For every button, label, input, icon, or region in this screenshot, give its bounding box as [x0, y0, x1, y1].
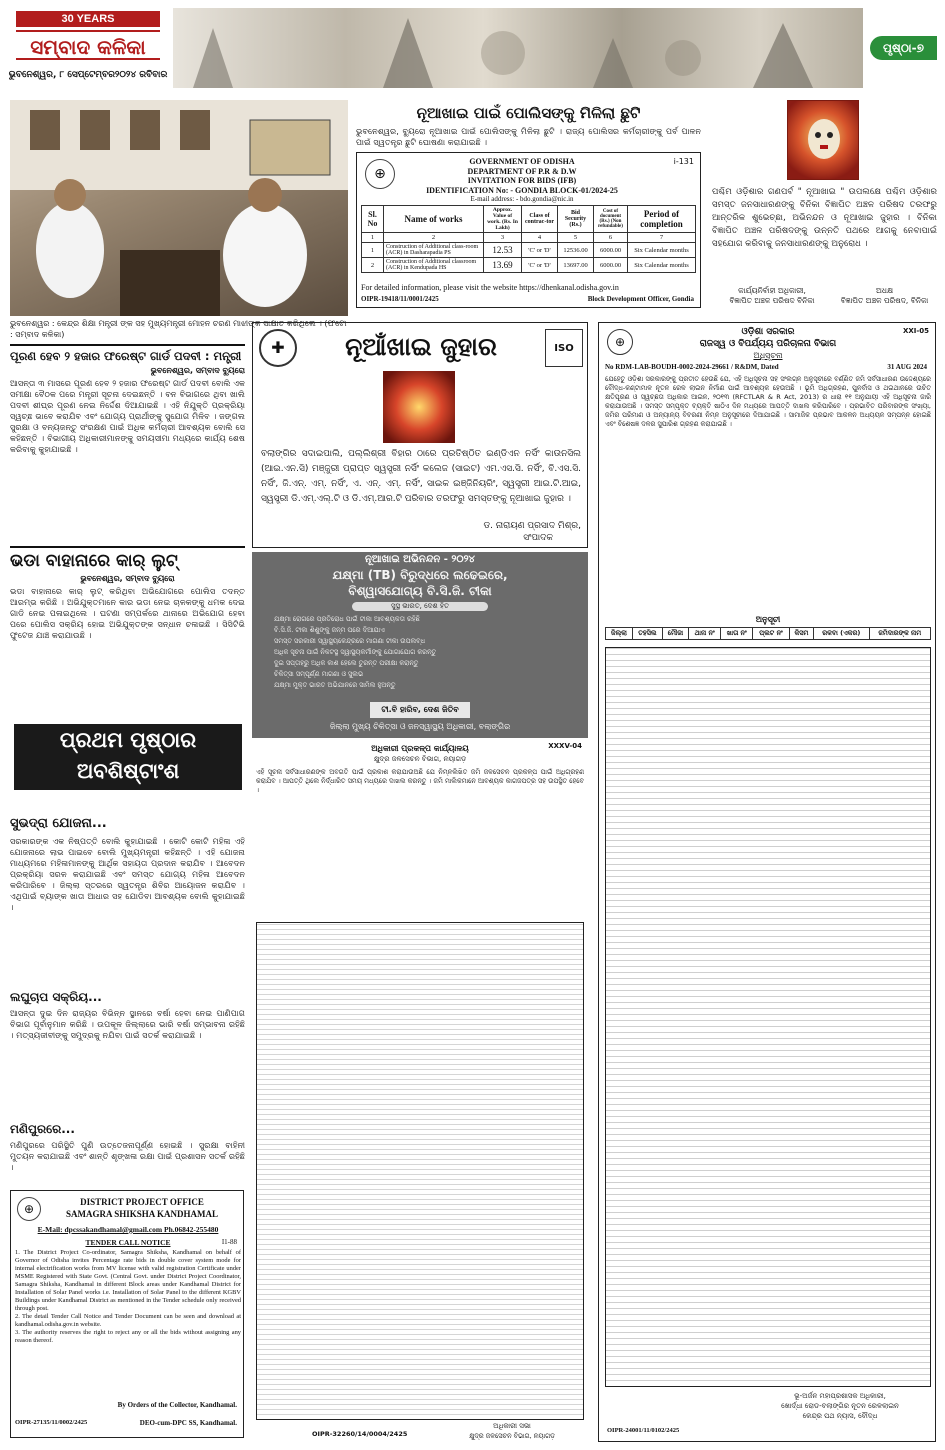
sig-right-line2: ବିଜ୍ଞାପିତ ଅଞ୍ଚଳ ପରିଷଦ, ବିନିକା: [840, 296, 929, 305]
notice3-sign: [749, 1391, 931, 1421]
photo-caption: ଭୁବନେଶ୍ୱର : କେନ୍ଦ୍ର ଶିକ୍ଷା ମନ୍ତ୍ରୀ ଙ୍କ ସହ ମୁଖ୍ୟମନ୍ତ୍ରୀ ମୋହନ ଚରଣ ମାଝୀଙ୍କ ସାକ୍ଷାତ କରିଥିଲେ । (ଫଟୋ : ସମ୍ବାଦ କଳିକା): [10, 319, 347, 339]
goddess-ad-title: [712, 184, 937, 185]
story6-headline: ମଣିପୁରରେ...: [10, 1122, 75, 1136]
continued-line2: ଅବଶିଷ୍ଟାଂଶ: [76, 759, 180, 783]
notice3-number: No RDM-LAB-BOUDH-0002-2024-29661 / R&DM, Dated: [605, 363, 779, 371]
tender1-colnum: 2: [384, 233, 484, 243]
continued-banner: [14, 724, 242, 790]
story2-headline: ପୂରଣ ହେବ ୨ ହଜାର ଫରେଷ୍ଟ ଗାର୍ଡ ପଦବୀ : ମନ୍ତ୍ରୀ: [10, 344, 245, 364]
list-item: ଚିକିତ୍ସା ସମ୍ପୂର୍ଣ୍ଣ ମାଗଣା ଓ ସୁଲଭ: [274, 670, 364, 678]
sig-left-line2: ବିଜ୍ଞାପିତ ଅଞ୍ଚଳ ପରିଷଦ ବିନିକା: [729, 296, 815, 305]
story3-headline: ଭଡା ବାହାନାରେ କାର୍ ଲୁଟ୍: [10, 546, 245, 572]
tender1-colnum: 5: [558, 233, 594, 243]
tender2-sign2: DEO-cum-DPC SS, Kandhamal.: [139, 1419, 237, 1427]
table-cell: 6000.00: [594, 258, 628, 273]
page-label: ପୃଷ୍ଠା-୭: [870, 36, 937, 60]
tender2-ref: I1-88: [221, 1238, 237, 1246]
notice2-sign1: ଅଧିକାରୀ ସଭା: [493, 1422, 531, 1430]
notice3-ref: XXI-05: [902, 327, 929, 335]
list-item: ଯକ୍ଷ୍ମା ରୋଗରେ ପ୍ରତିରୋଧ ପାଇଁ ଟୀକା ଆବଶ୍ୟକତା ରହିଛି: [274, 615, 420, 623]
tender1-colnum: 6: [594, 233, 628, 243]
story1-headline: ନୂଆଖାଇ ପାଇଁ ପୋଲିସଙ୍କୁ ମିଳିଲା ଛୁଟି: [416, 104, 641, 122]
notice3-sign2: ଖୋର୍ଦ୍ଧା ରୋଡ-ବଲାଙ୍ଗିର ନୂତନ ରେଳଲାଇନ: [781, 1402, 899, 1410]
tender2-item: 3. The authority reserves the right to reject any or all the bids without assigning any reason thereof.: [15, 1329, 241, 1344]
odisha-emblem-icon: ⊕: [17, 1197, 41, 1221]
greeting-signer: ଡ. ନାରାୟଣ ପ୍ରସାଦ ମିଶ୍ର,: [483, 521, 581, 531]
odisha-emblem-icon: ⊕: [365, 159, 395, 189]
table-cell: 13.69: [484, 258, 522, 273]
tender1-table: [361, 205, 696, 273]
meeting-photo-icon: [10, 100, 348, 316]
anniversary-badge: 30 YEARS: [16, 11, 160, 27]
tender1-line5: E-mail address: - bdo.gondia@nic.in: [470, 195, 574, 203]
masthead-logo-block: [8, 8, 168, 94]
table-cell: 13697.00: [558, 258, 594, 273]
kandhamal-tender-notice: [10, 1190, 244, 1438]
tender2-line1: DISTRICT PROJECT OFFICE: [80, 1197, 204, 1207]
schedule-header: ଜମିଦାରଙ୍କ ନାମ: [869, 628, 930, 640]
tender1-colnum: 4: [522, 233, 558, 243]
table-cell: 'C' or 'D': [522, 258, 558, 273]
story4-headline: ସୁଭଦ୍ରା ଯୋଜନା...: [10, 816, 107, 831]
schedule-header: ରକବା (ଏକର): [814, 628, 869, 640]
tender1-ref: i-131: [673, 157, 694, 166]
table-cell: 2: [362, 258, 384, 273]
gondia-tender-notice: [356, 152, 701, 308]
notice3-oipr: OIPR-24001/11/0102/2425: [607, 1427, 680, 1434]
schedule-header: ଖାତା ନଂ: [721, 628, 753, 640]
tb-ad-slogan: ସୁସ୍ଥ ଭାରତ, ଦେଶ ହିତ: [352, 602, 488, 611]
tb-ad-banner: ନୂଆଖାଇ ଅଭିନନ୍ଦନ - ୨୦୨୪: [365, 554, 475, 565]
sig-right-line1: ଅଧକ୍ଷ: [875, 286, 894, 295]
tender2-title: TENDER CALL NOTICE: [85, 1238, 171, 1247]
greeting-body: ବଲାଙ୍ଗିର ସଦାଇପାଲି, ପଲ୍ଲିଶ୍ରୀ ବିହାର ଠାରେ ପ୍ରତିଷ୍ଠିତ ଇଣ୍ଡିଏନ ନର୍ସିଂ କାଉନସିଲ (ଆଇ.ଏନ.ସି) ମଞ୍ଜୁରୀ ପ୍ରାପ୍ତ ସ୍ୱସ୍ତ୍ରୀ ନର୍ସିଂ କଲେଜ (ସାଇଟ) ଏମ.ଏସ.ସି. ନର୍ସିଂ, ବି.ଏସ.ସି. ନର୍ସିଂ, ଜି.ଏନ୍. ଏମ୍. ନର୍ସିଂ, ଏ. ଏନ୍. ଏମ୍. ନର୍ସିଂ, ସାଇକ ଇଞ୍ଜିନିୟରିଂ, ସ୍ୱସ୍ତ୍ରୀ ଆଇ.ଟି.ଆଇ, ସ୍ୱସ୍ତ୍ରୀ ଡି.ଏମ୍.ଏଲ୍.ଟି ଓ ଡି.ଏମ୍.ଆର.ଟି ପରିବାର ତରଫରୁ ସମସ୍ତଙ୍କୁ ନୂଆଖାଇ ଜୁହାର ।: [261, 449, 581, 504]
irrigation-land-notice: [252, 742, 588, 1442]
notice2-table: [256, 922, 584, 1420]
schedule-header: ମୌଜା: [662, 628, 688, 640]
tender2-item: 2. The detail Tender Call Notice and Tender Document can be seen and download at kandhamal.odisha.gov.in website.: [15, 1313, 241, 1328]
tender1-colnum: 7: [628, 233, 696, 243]
notice2-org: ଅଧିକାରୀ ପ୍ରକଳ୍ପ କାର୍ଯ୍ୟାଳୟ: [371, 744, 469, 753]
notice2-dept: କ୍ଷୁଦ୍ର ଜଳସେଚନ ବିଭାଗ, ନୟାଗଡ଼: [373, 755, 467, 763]
table-cell: 6000.00: [594, 243, 628, 258]
notice2-sign2: କ୍ଷୁଦ୍ର ଜଳସେଚନ ବିଭାଗ, ନୟାଗଡ଼: [469, 1432, 555, 1440]
notice2-intro: ଏହି ସୂଚନା ସର୍ବସାଧାରଣଙ୍କ ଅବଗତି ପାଇଁ ପ୍ରକାଶ କରାଯାଉଅଛି ଯେ ନିମ୍ନଲିଖିତ ଜମି ଜଳସେଚନ ପ୍ରକଳ୍ପ ପାଇଁ ଅଧିଗ୍ରହଣ କରାଯିବ । ଆପତ୍ତି ଥିଲେ ନିର୍ଦ୍ଧାରିତ ସମୟ ମଧ୍ୟରେ ଦାଖଲ କରନ୍ତୁ । ଜମି ମାଲିକମାନେ ଆବଶ୍ୟକ କାଗଜପତ୍ର ସହ ଉପସ୍ଥିତ ହେବେ ।: [256, 768, 584, 794]
story4-body: ସରକାରଙ୍କ ଏକ ନିଷ୍ପତ୍ତି ବୋଲି କୁହାଯାଇଛି । କୋଟି କୋଟି ମହିଳା ଏହି ଯୋଜନାରେ ଲାଭ ପାଇବେ ବୋଲି ମୁଖ୍ୟମନ୍ତ୍ରୀ କହିଛନ୍ତି । ଏହି ଯୋଜନା ମାଧ୍ୟମରେ ମହିଳାମାନଙ୍କୁ ଆର୍ଥିକ ସହାୟତା ପ୍ରଦାନ କରାଯିବ । ଆବେଦନ ପ୍ରକ୍ରିୟା ସରଳ କରାଯାଇଛି ଏବଂ ସମସ୍ତ ଯୋଗ୍ୟ ମହିଳା ଆବେଦନ କରିପାରିବେ । ଜିଲ୍ଲା ସ୍ତରରେ ସ୍ୱତନ୍ତ୍ର ଶିବିର ଆୟୋଜନ କରାଯିବ । ଏଥିପାଇଁ ବ୍ୟାଙ୍କ ଖାତା ଆଧାର ସହ ଯୋଡିବା ଆବଶ୍ୟକ ବୋଲି କୁହାଯାଇଛି ।: [10, 836, 245, 912]
story2-body: ଆସନ୍ତା ୩ ମାସରେ ପୂରଣ ହେବ ୨ ହଜାର ଫରେଷ୍ଟ ଗାର୍ଡ ପଦବୀ ବୋଲି ଏକ ସମୀକ୍ଷା ବୈଠକ ପରେ ମନ୍ତ୍ରୀ ସୂଚନା ଦେଇଛନ୍ତି । ବନ ବିଭାଗରେ ଥିବା ଖାଲି ପଦବୀ ଶୀଘ୍ର ପୂରଣ ନେଇ ନିର୍ଦ୍ଦେଶ ଦିଆଯାଇଛି । ଏହି ନିଯୁକ୍ତି ପ୍ରକ୍ରିୟା ସ୍ୱଚ୍ଛ ଭାବେ କରାଯିବ ଏବଂ ଯୋଗ୍ୟ ପ୍ରାର୍ଥୀଙ୍କୁ ସୁଯୋଗ ମିଳିବ । ଜଙ୍ଗଲ ସୁରକ୍ଷା ଓ ବନ୍ୟଜନ୍ତୁ ସଂରକ୍ଷଣ ପାଇଁ ଅଧିକ କର୍ମଚାରୀ ଆବଶ୍ୟକ ବୋଲି ସେ କହିଛନ୍ତି । ବିଭାଗୀୟ ଅଧିକାରୀମାନଙ୍କୁ ସମୟସୀମା ମଧ୍ୟରେ କାର୍ଯ୍ୟ ଶେଷ କରିବାକୁ କୁହାଯାଇଛି ।: [10, 378, 245, 454]
story6-body: ମଣିପୁରରେ ପରିସ୍ଥିତି ପୁଣି ଉତ୍ତେଜନାପୂର୍ଣ୍ଣ ହୋଇଛି । ସୁରକ୍ଷା ବାହିନୀ ମୁତୟନ କରାଯାଇଛି ଏବଂ ଶାନ୍ତି ଶୃଙ୍ଖଳା ରକ୍ଷା ପାଇଁ ପ୍ରଶାସନ ସତର୍କ ରହିଛି ।: [10, 1140, 245, 1172]
tb-ad-bullets: [274, 614, 570, 702]
notice2-oipr: OIPR-32260/14/0004/2425: [312, 1430, 408, 1438]
table-row: [362, 258, 696, 273]
greeting-signer-title: ସଂପାଦକ: [523, 533, 553, 543]
story2-byline: ଭୁବନେଶ୍ୱର, ସମ୍ବାଦ ବ୍ୟୁରୋ: [150, 366, 245, 375]
minister-meeting-photo: [10, 100, 348, 316]
tender1-line4: IDENTIFICATION No: - GONDIA BLOCK-01/2024-25: [426, 185, 618, 195]
story5-headline: ଲଘୁଚାପ ସକ୍ରିୟ...: [10, 990, 102, 1004]
temple-silhouette-icon: [173, 8, 863, 88]
notice3-schedule-table: [605, 647, 931, 1387]
table-row: [362, 243, 696, 258]
tender1-header: Name of works: [384, 206, 484, 233]
tb-ad-footer: ଜିଲ୍ଲା ମୁଖ୍ୟ ଚିକିତ୍ସା ଓ ଜନସ୍ୱାସ୍ଥ୍ୟ ଅଧିକାରୀ, ବଲାଙ୍ଗିର: [329, 722, 511, 731]
notice3-line1: ଓଡ଼ିଶା ସରକାର: [741, 327, 795, 337]
list-item: ଦୁଇ ସପ୍ତାହରୁ ଅଧିକ କାଶ ହେଲେ ତୁରନ୍ତ ପରୀକ୍ଷା କରାନ୍ତୁ: [274, 659, 419, 667]
tender1-header: Class of contrac-tor: [522, 206, 558, 233]
tender1-header: Period of completion: [628, 206, 696, 233]
notice3-body: ଯେହେତୁ ଓଡ଼ିଶା ସରକାରଙ୍କୁ ପ୍ରତୀତ ହେଉଛି ଯେ, ଏହି ଅଧିସୂଚନା ସହ ସଂଲଗ୍ନ ଅନୁସୂଚୀରେ ବର୍ଣ୍ଣିତ ଜମି ସର୍ବସାଧାରଣ ଉଦ୍ଦେଶ୍ୟରେ ବୌଦ୍ଧ-କଣ୍ଟାମାଳ ନୂତନ ରେଳ ଲାଇନ ନିର୍ମାଣ ପାଇଁ ଆବଶ୍ୟକ ହେଉଅଛି । ଭୂମି ଅଧିଗ୍ରହଣ, ପୁନର୍ବାସ ଓ ଥଇଥାନରେ ଉଚିତ କ୍ଷତିପୂରଣ ଓ ସ୍ୱଚ୍ଛତା ଅଧିକାର ଆଇନ, ୨୦୧୩ (RFCTLAR & R Act, 2013) ର ଧାରା ୧୧ ଅନୁଯାୟୀ ଏହି ଅଧିସୂଚନା ଜାରି କରାଯାଉଅଛି । ସମସ୍ତ ସମ୍ପୃକ୍ତ ବ୍ୟକ୍ତି ଷାଠିଏ ଦିନ ମଧ୍ୟରେ ଆପତ୍ତି ଦାଖଲ କରିପାରିବେ । ପ୍ରଭାବିତ ପରିବାରଙ୍କ ସଂଖ୍ୟା, ଜମିର ପରିମାଣ ଓ ଅନ୍ୟାନ୍ୟ ବିବରଣୀ ନିମ୍ନ ଅନୁସୂଚୀରେ ଦିଆଯାଇଛି । ସାମାଜିକ ପ୍ରଭାବ ଆକଳନ ଅଧ୍ୟୟନ ସମ୍ପନ୍ନ ହୋଇଛି ଏବଂ ବିଶେଷଜ୍ଞ ଦଳର ସୁପାରିଶ ଗ୍ରହଣ କରାଯାଇଛି ।: [605, 375, 931, 428]
notice2-ref: XXXV-04: [548, 742, 582, 750]
goddess-icon: [788, 101, 860, 181]
notice3-sign1: ଭୂ-ଅର୍ଜନ ମହାପ୍ରଶାସକ ଅଧିକାରୀ,: [794, 1392, 886, 1400]
tender1-line2: DEPARTMENT OF P.R & D.W: [467, 166, 577, 176]
tender1-footer: For detailed information, please visit the website https://dhenkanal.odisha.gov.in: [361, 283, 619, 292]
tender1-colnum: 3: [484, 233, 522, 243]
notice3-line2: ରାଜସ୍ୱ ଓ ବିପର୍ଯ୍ୟୟ ପରିଚାଳନା ବିଭାଗ: [699, 339, 837, 349]
tender1-line3: INVITATION FOR BIDS (IFB): [467, 176, 577, 185]
list-item: ଅଧିକ ସୂଚନା ପାଇଁ ନିକଟସ୍ଥ ସ୍ୱାସ୍ଥ୍ୟକର୍ମୀଙ୍କୁ ଯୋଗାଯୋଗ କରନ୍ତୁ: [274, 648, 437, 656]
dateline: ଭୁବନେଶ୍ୱର, ୮ ସେପ୍ଟେମ୍ବର୨୦୨୪ ରବିବାର: [8, 70, 168, 80]
tender1-signatory: Block Development Officer, Gondia: [587, 295, 694, 303]
greeting-headline: ନୂଆଁଖାଇ ଜୁହାର: [345, 332, 497, 361]
notice3-schedule-header: [605, 627, 931, 640]
table-cell: 12536.00: [558, 243, 594, 258]
schedule-header: କିସମ: [789, 628, 813, 640]
sig-left-line1: କାର୍ଯ୍ୟନିର୍ବାହୀ ଅଧିକାରୀ,: [738, 286, 806, 295]
story1-body: ଭୁବନେଶ୍ୱର, ବ୍ୟୁରୋ ନୂଆଖାଇ ପାଇଁ ପୋଲିସଙ୍କୁ ମିଳିଲା ଛୁଟି । ରାଜ୍ୟ ପୋଲିସର କର୍ମଚାରୀଙ୍କୁ ପର୍ବ ପାଳନ ପାଇଁ ସ୍ୱତନ୍ତ୍ର ଛୁଟି ଘୋଷଣା କରାଯାଇଛି ।: [356, 126, 701, 147]
tender2-oipr: OIPR-27135/11/0002/2425: [15, 1419, 88, 1426]
paper-name: ସମ୍ବାଦ କଳିକା: [16, 30, 160, 60]
goddess-ad-sig-left: [712, 286, 832, 306]
schedule-header: ଥାନା ନଂ: [689, 628, 721, 640]
schedule-header: ତହସିଲ: [632, 628, 662, 640]
notice3-line3: ଅଧିସୂଚନା: [753, 351, 783, 360]
table-cell: 'C' or 'D': [522, 243, 558, 258]
tender1-header: Approx. Value of work. (Rs. In Lakh): [484, 206, 522, 233]
tender2-email: E-Mail: dpcssakandhamal@gmail.com Ph.06842-255480: [37, 1225, 219, 1234]
goddess-ad: [712, 100, 937, 312]
tb-vaccine-ad: [252, 552, 588, 738]
tender1-header: Sl. No: [362, 206, 384, 233]
iso-badge: ISO: [545, 329, 583, 367]
tender1-header: Bid Security (Rs.): [558, 206, 594, 233]
table-cell: Construction of Additional classroom (ACR) in Kendupada HS: [384, 258, 484, 273]
tender2-sign1: By Orders of the Collector, Kandhamal.: [117, 1401, 237, 1409]
notice3-sign3: କେନ୍ଦ୍ର ପଥ ନ୍ୟାସ, ବୌଦ୍ଧ: [802, 1412, 878, 1420]
tb-ad-badge: ଟୀ.ବି ହାରିବ, ଦେଶ ଜିତିବ: [370, 702, 470, 718]
schedule-header: ପ୍ଲଟ ନଂ: [753, 628, 790, 640]
goddess-ad-body: ପଶ୍ଚିମ ଓଡ଼ିଶାର ଗଣପର୍ବ " ନୂଆଖାଇ " ଉପଲକ୍ଷେ ପଶ୍ଚିମ ଓଡ଼ିଶାର ସମସ୍ତ ଜନସାଧାରଣଙ୍କୁ ବିନିକା ବିଜ୍ଞାପିତ ଅଞ୍ଚଳ ପରିଷଦ ତରଫରୁ ଆନ୍ତରିକ ଶୁଭେଚ୍ଛା, ଅଭିନନ୍ଦନ ଓ ନୂଆଖାଇ ଜୁହାର । ବିନିକା ବିଜ୍ଞାପିତ ଅଞ୍ଚଳ ପରିଷଦଙ୍କୁ ଉନ୍ନତି ପଥରେ ଆଗକୁ ନେବାପାଇଁ ସହଯୋଗ କରିବାକୁ ଜନସାଧାରଣଙ୍କୁ ଅନୁରୋଧ ।: [712, 187, 937, 249]
list-item: ବି.ସି.ଜି. ଟୀକା ଶିଶୁଙ୍କୁ ଜନ୍ମ ପରେ ଦିଆଯାଏ: [274, 626, 385, 634]
goddess-image: [787, 100, 859, 180]
list-item: ଯକ୍ଷ୍ମା ମୁକ୍ତ ଭାରତ ଅଭିଯାନରେ ସାମିଲ ହୁଅନ୍ତୁ: [274, 681, 396, 689]
story5-body: ଆସନ୍ତା ଦୁଇ ଦିନ ରାଜ୍ୟର ବିଭିନ୍ନ ସ୍ଥାନରେ ବର୍ଷା ହେବା ନେଇ ପାଣିପାଗ ବିଭାଗ ପୂର୍ବାନୁମାନ କରିଛି । ଉପକୂଳ ଜିଲ୍ଲାରେ ଭାରି ବର୍ଷା ସମ୍ଭାବନା ରହିଛି । ମତ୍ସ୍ୟଜୀବୀଙ୍କୁ ସମୁଦ୍ରକୁ ନଯିବା ପାଇଁ ସତର୍କ କରାଯାଇଛି ।: [10, 1008, 245, 1040]
goddess-ad-sig-right: [832, 286, 937, 306]
tender1-colnum: 1: [362, 233, 384, 243]
tender2-line2: SAMAGRA SHIKSHA KANDHAMAL: [65, 1209, 218, 1219]
continued-line1: ପ୍ରଥମ ପୃଷ୍ଠାର: [59, 728, 197, 752]
schedule-header: ଜିଲ୍ଲା: [606, 628, 633, 640]
story3-byline: ଭୁବନେଶ୍ୱର, ସମ୍ବାଦ ବ୍ୟୁରୋ: [80, 574, 175, 583]
tender1-heading: [407, 157, 637, 205]
railway-land-notice: [598, 322, 936, 1442]
tender1-header: Cost of document (Rs.) (Non refundable): [594, 206, 628, 233]
table-cell: Six Calendar months: [628, 243, 696, 258]
nursing-college-greeting-ad: [252, 322, 588, 548]
story3-body: ଭଡା ବାହାନାରେ କାର୍ ଲୁଟ୍ କରିଥିବା ଅଭିଯୋଗରେ ପୋଲିସ ତଦନ୍ତ ଆରମ୍ଭ କରିଛି । ଅଭିଯୁକ୍ତମାନେ କାର ଭଡା ନେଇ ଚାଳକଙ୍କୁ ଧମକ ଦେଇ ଗାଡି ନେଇ ପଳାଇଥିଲେ । ଘଟଣା ସମ୍ପର୍କରେ ଥାନାରେ ଅଭିଯୋଗ ହେବା ପରେ ପୋଲିସ ସକ୍ରିୟ ହୋଇ ଅଭିଯୁକ୍ତଙ୍କ ସନ୍ଧାନ ଚଳାଇଛି । ସିସିଟିଭି ଫୁଟେଜ ଯାଞ୍ଚ କରାଯାଉଛି ।: [10, 586, 245, 640]
notice3-schedule-title: ଅନୁସୂଚୀ: [755, 615, 781, 624]
masthead: [8, 8, 937, 94]
table-cell: Construction of Additional class-room (ACR) in Dasharapadia PS: [384, 243, 484, 258]
masthead-banner-image: [173, 8, 863, 88]
tb-ad-title1: ଯକ୍ଷ୍ମା (TB) ବିରୁଦ୍ଧରେ ଲଢେଇରେ,: [332, 568, 508, 582]
tender2-items: [15, 1249, 241, 1397]
notice3-date: 31 AUG 2024: [887, 363, 927, 371]
tb-ad-title2: ବିଶ୍ୱାସଯୋଗ୍ୟ ବି.ସି.ଜି. ଟୀକା: [348, 584, 492, 598]
table-cell: Six Calendar months: [628, 258, 696, 273]
tender2-item: 1. The District Project Co-ordinator, Samagra Shiksha, Kandhamal on behalf of Governor of Odisha invites Percentage rate bids in double cover system mode for internal electrification works from MV license with valid registration Certificate under MSME Registered with State Govt. (Central Govt. under District Project Coordinator, Samagra Shiksha, Kandhamal in different Block areas under Kandhamal District for Installation of Solar Panel works i.e. Installation of Solar Panel to the different KGBV Buildings under Kandhamal District as mentioned in the Tender schedule only received through post.: [15, 1249, 241, 1312]
tender1-oipr: OIPR-19418/11/0001/2425: [361, 295, 439, 303]
list-item: ସମସ୍ତ ସରକାରୀ ସ୍ୱାସ୍ଥ୍ୟକେନ୍ଦ୍ରରେ ମାଗଣା ଟୀକା ଉପଲବ୍ଧ: [274, 637, 426, 645]
college-logo-icon: ✚: [259, 329, 297, 367]
tender1-line1: GOVERNMENT OF ODISHA: [469, 157, 575, 166]
notice3-emblem-icon: ⊕: [607, 329, 633, 355]
table-cell: 1: [362, 243, 384, 258]
table-cell: 12.53: [484, 243, 522, 258]
greeting-goddess-image: [383, 371, 455, 443]
